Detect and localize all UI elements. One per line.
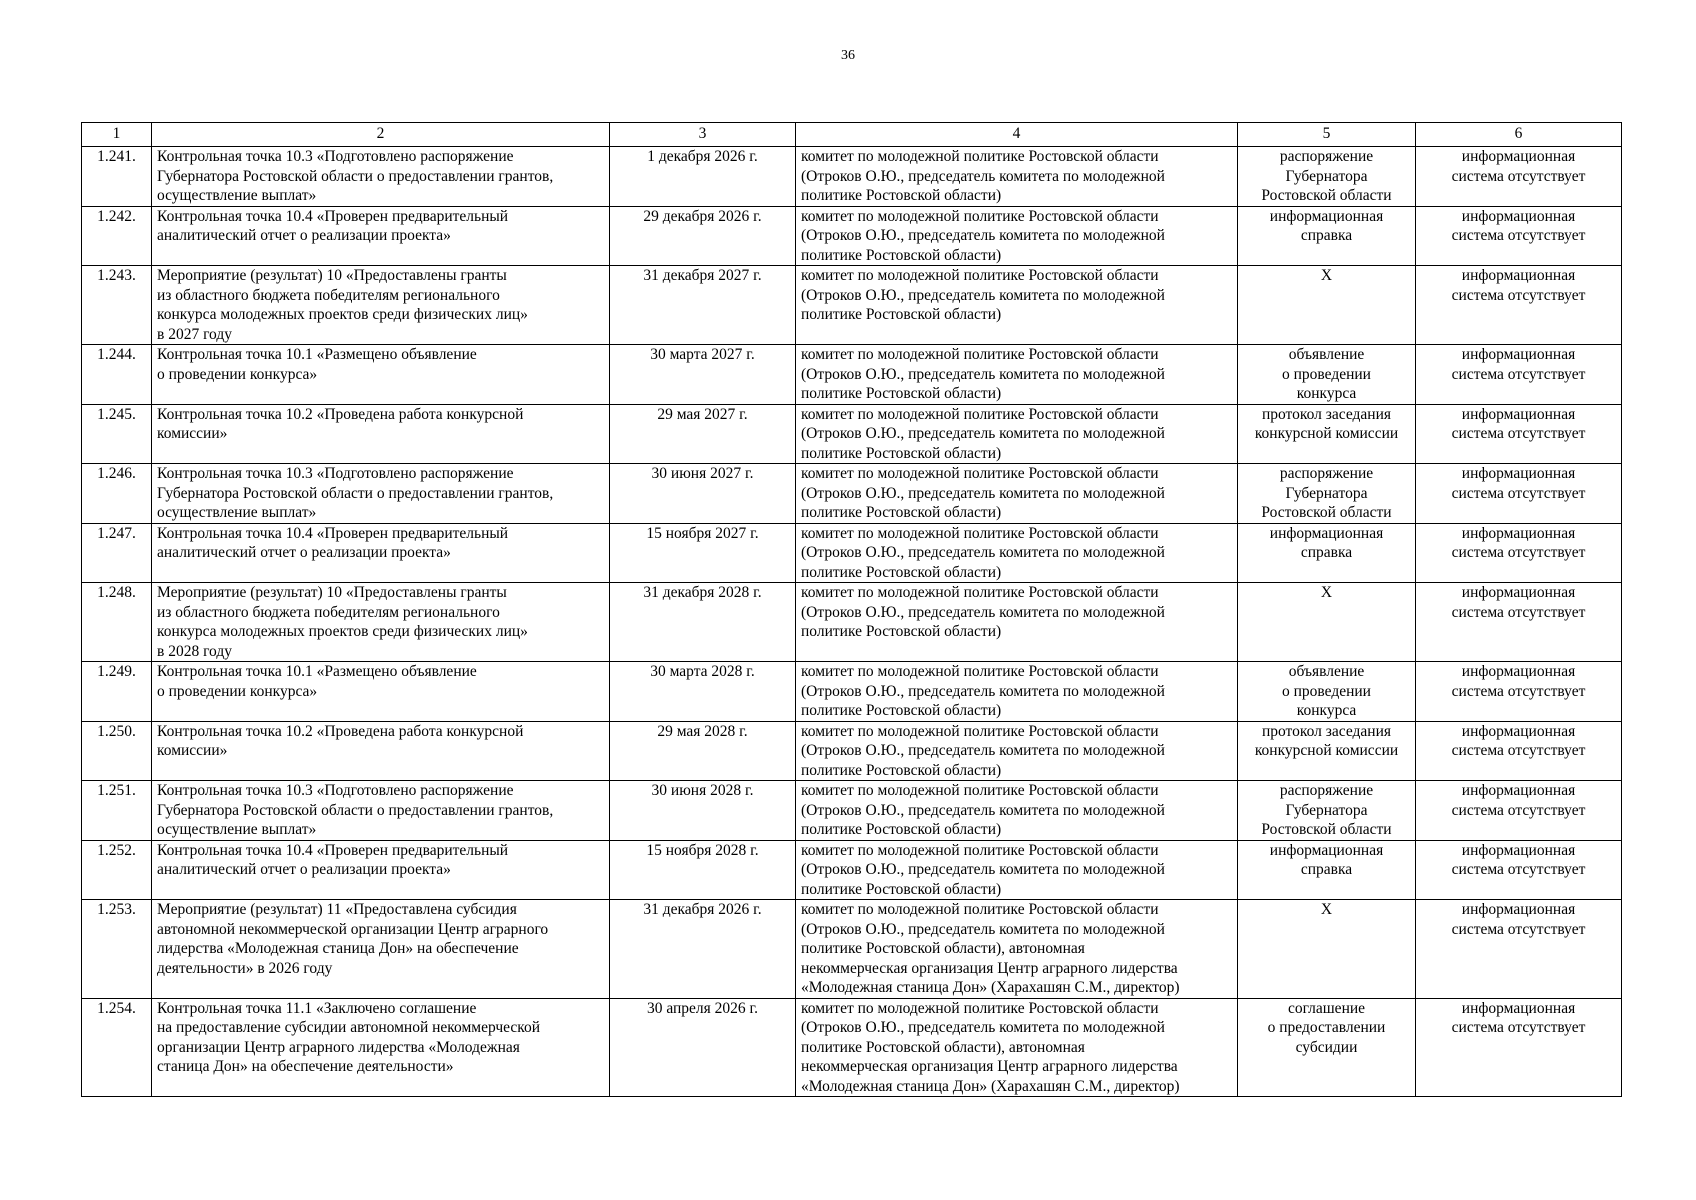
table-header-row (82, 123, 1622, 147)
row-responsible: комитет по молодежной политике Ростовской области (Отроков О.Ю., председатель комитета по молодежной политике Ростовской области) (796, 206, 1238, 266)
row-description: Мероприятие (результат) 11 «Предоставлена субсидия автономной некоммерческой организации Центр аграрного лидерства «Молодежная станица Дон» на обеспечение деятельности» в 2026 году (152, 900, 610, 999)
row-date: 31 декабря 2028 г. (610, 583, 796, 662)
column-header-1: 1 (82, 123, 152, 147)
implementation-plan-table (81, 122, 1622, 1097)
row-description: Контрольная точка 10.3 «Подготовлено распоряжение Губернатора Ростовской области о предоставлении грантов, осуществление выплат» (152, 781, 610, 841)
column-header-5: 5 (1238, 123, 1416, 147)
row-document: Х (1238, 900, 1416, 999)
row-date: 30 марта 2027 г. (610, 345, 796, 405)
row-info-system: информационная система отсутствует (1416, 206, 1622, 266)
table-row (82, 147, 1622, 207)
row-description: Контрольная точка 10.3 «Подготовлено распоряжение Губернатора Ростовской области о предоставлении грантов, осуществление выплат» (152, 147, 610, 207)
row-info-system: информационная система отсутствует (1416, 404, 1622, 464)
row-responsible: комитет по молодежной политике Ростовской области (Отроков О.Ю., председатель комитета по молодежной политике Ростовской области) (796, 781, 1238, 841)
row-description: Мероприятие (результат) 10 «Предоставлены гранты из областного бюджета победителям регионального конкурса молодежных проектов среди физических лиц» в 2028 году (152, 583, 610, 662)
page-number: 36 (841, 48, 855, 63)
table-row (82, 523, 1622, 583)
row-number: 1.250. (82, 721, 152, 781)
row-description: Контрольная точка 10.2 «Проведена работа конкурсной комиссии» (152, 721, 610, 781)
row-number: 1.249. (82, 662, 152, 722)
row-description: Контрольная точка 10.4 «Проверен предварительный аналитический отчет о реализации проекта» (152, 523, 610, 583)
table-row (82, 266, 1622, 345)
row-info-system: информационная система отсутствует (1416, 998, 1622, 1097)
row-responsible: комитет по молодежной политике Ростовской области (Отроков О.Ю., председатель комитета по молодежной политике Ростовской области) (796, 583, 1238, 662)
row-date: 1 декабря 2026 г. (610, 147, 796, 207)
row-number: 1.252. (82, 840, 152, 900)
row-description: Контрольная точка 10.4 «Проверен предварительный аналитический отчет о реализации проекта» (152, 840, 610, 900)
column-header-3: 3 (610, 123, 796, 147)
row-number: 1.253. (82, 900, 152, 999)
row-info-system: информационная система отсутствует (1416, 840, 1622, 900)
table-row (82, 464, 1622, 524)
row-info-system: информационная система отсутствует (1416, 464, 1622, 524)
row-document: распоряжение Губернатора Ростовской области (1238, 147, 1416, 207)
table-row (82, 998, 1622, 1097)
row-date: 30 июня 2028 г. (610, 781, 796, 841)
row-document: информационная справка (1238, 840, 1416, 900)
table-row (82, 206, 1622, 266)
row-document: протокол заседания конкурсной комиссии (1238, 404, 1416, 464)
row-date: 31 декабря 2026 г. (610, 900, 796, 999)
row-info-system: информационная система отсутствует (1416, 266, 1622, 345)
row-responsible: комитет по молодежной политике Ростовской области (Отроков О.Ю., председатель комитета по молодежной политике Ростовской области) (796, 404, 1238, 464)
row-number: 1.246. (82, 464, 152, 524)
row-date: 30 июня 2027 г. (610, 464, 796, 524)
row-responsible: комитет по молодежной политике Ростовской области (Отроков О.Ю., председатель комитета по молодежной политике Ростовской области), автономная некоммерческая организация Центр аграрного лидерства «Молодежная станица Дон» (Харахашян С.М., директор) (796, 998, 1238, 1097)
row-info-system: информационная система отсутствует (1416, 662, 1622, 722)
row-document: соглашение о предоставлении субсидии (1238, 998, 1416, 1097)
row-date: 15 ноября 2028 г. (610, 840, 796, 900)
table-row (82, 840, 1622, 900)
row-info-system: информационная система отсутствует (1416, 900, 1622, 999)
column-header-2: 2 (152, 123, 610, 147)
row-responsible: комитет по молодежной политике Ростовской области (Отроков О.Ю., председатель комитета по молодежной политике Ростовской области) (796, 147, 1238, 207)
row-number: 1.242. (82, 206, 152, 266)
row-document: Х (1238, 266, 1416, 345)
column-header-4: 4 (796, 123, 1238, 147)
row-document: Х (1238, 583, 1416, 662)
table-row (82, 583, 1622, 662)
row-responsible: комитет по молодежной политике Ростовской области (Отроков О.Ю., председатель комитета по молодежной политике Ростовской области) (796, 345, 1238, 405)
table-row (82, 721, 1622, 781)
row-number: 1.244. (82, 345, 152, 405)
row-description: Контрольная точка 10.1 «Размещено объявление о проведении конкурса» (152, 345, 610, 405)
row-responsible: комитет по молодежной политике Ростовской области (Отроков О.Ю., председатель комитета по молодежной политике Ростовской области) (796, 840, 1238, 900)
row-document: протокол заседания конкурсной комиссии (1238, 721, 1416, 781)
row-info-system: информационная система отсутствует (1416, 721, 1622, 781)
row-date: 29 мая 2027 г. (610, 404, 796, 464)
row-description: Мероприятие (результат) 10 «Предоставлены гранты из областного бюджета победителям регионального конкурса молодежных проектов среди физических лиц» в 2027 году (152, 266, 610, 345)
row-document: информационная справка (1238, 206, 1416, 266)
row-description: Контрольная точка 11.1 «Заключено соглашение на предоставление субсидии автономной некоммерческой организации Центр аграрного лидерства «Молодежная станица Дон» на обеспечение деятельности» (152, 998, 610, 1097)
row-info-system: информационная система отсутствует (1416, 345, 1622, 405)
row-responsible: комитет по молодежной политике Ростовской области (Отроков О.Ю., председатель комитета по молодежной политике Ростовской области) (796, 464, 1238, 524)
row-date: 30 марта 2028 г. (610, 662, 796, 722)
row-document: объявление о проведении конкурса (1238, 345, 1416, 405)
row-info-system: информационная система отсутствует (1416, 147, 1622, 207)
table-row (82, 662, 1622, 722)
row-number: 1.251. (82, 781, 152, 841)
row-date: 30 апреля 2026 г. (610, 998, 796, 1097)
table-row (82, 900, 1622, 999)
row-number: 1.247. (82, 523, 152, 583)
row-number: 1.241. (82, 147, 152, 207)
row-number: 1.245. (82, 404, 152, 464)
row-responsible: комитет по молодежной политике Ростовской области (Отроков О.Ю., председатель комитета по молодежной политике Ростовской области) (796, 523, 1238, 583)
column-header-6: 6 (1416, 123, 1622, 147)
row-responsible: комитет по молодежной политике Ростовской области (Отроков О.Ю., председатель комитета по молодежной политике Ростовской области) (796, 266, 1238, 345)
row-info-system: информационная система отсутствует (1416, 523, 1622, 583)
row-date: 29 декабря 2026 г. (610, 206, 796, 266)
row-number: 1.243. (82, 266, 152, 345)
row-number: 1.248. (82, 583, 152, 662)
row-date: 15 ноября 2027 г. (610, 523, 796, 583)
row-document: информационная справка (1238, 523, 1416, 583)
row-document: распоряжение Губернатора Ростовской области (1238, 464, 1416, 524)
row-responsible: комитет по молодежной политике Ростовской области (Отроков О.Ю., председатель комитета по молодежной политике Ростовской области) (796, 662, 1238, 722)
row-responsible: комитет по молодежной политике Ростовской области (Отроков О.Ю., председатель комитета по молодежной политике Ростовской области), автономная некоммерческая организация Центр аграрного лидерства «Молодежная станица Дон» (Харахашян С.М., директор) (796, 900, 1238, 999)
row-description: Контрольная точка 10.3 «Подготовлено распоряжение Губернатора Ростовской области о предоставлении грантов, осуществление выплат» (152, 464, 610, 524)
row-description: Контрольная точка 10.1 «Размещено объявление о проведении конкурса» (152, 662, 610, 722)
table-row (82, 404, 1622, 464)
row-document: распоряжение Губернатора Ростовской области (1238, 781, 1416, 841)
row-date: 31 декабря 2027 г. (610, 266, 796, 345)
row-info-system: информационная система отсутствует (1416, 583, 1622, 662)
table-row (82, 345, 1622, 405)
table-row (82, 781, 1622, 841)
row-date: 29 мая 2028 г. (610, 721, 796, 781)
row-info-system: информационная система отсутствует (1416, 781, 1622, 841)
row-description: Контрольная точка 10.2 «Проведена работа конкурсной комиссии» (152, 404, 610, 464)
row-document: объявление о проведении конкурса (1238, 662, 1416, 722)
row-description: Контрольная точка 10.4 «Проверен предварительный аналитический отчет о реализации проекта» (152, 206, 610, 266)
row-responsible: комитет по молодежной политике Ростовской области (Отроков О.Ю., председатель комитета по молодежной политике Ростовской области) (796, 721, 1238, 781)
row-number: 1.254. (82, 998, 152, 1097)
